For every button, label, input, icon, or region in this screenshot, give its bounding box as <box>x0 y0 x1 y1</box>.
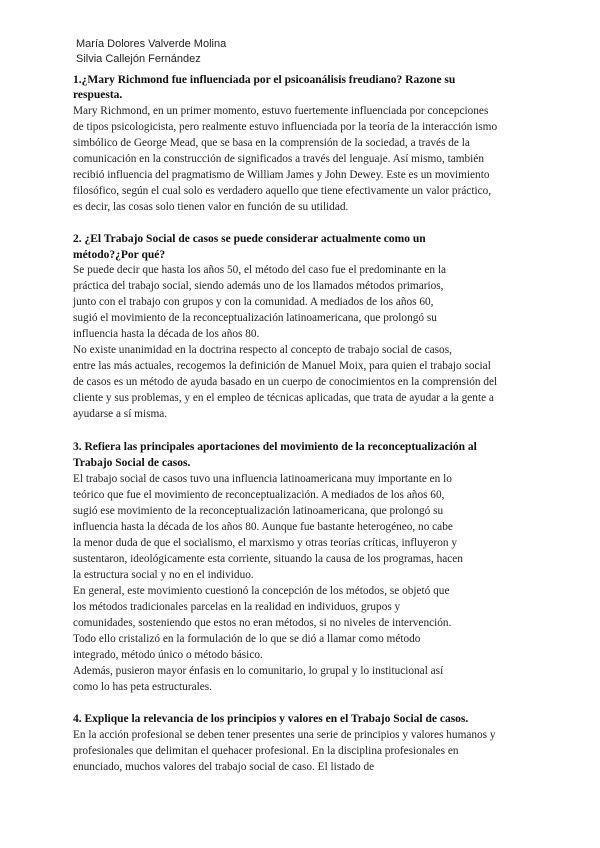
answer-line: como lo has peta estructurales. <box>73 681 212 693</box>
answer-line: comunicación en la construcción de significados a través del lenguaje. Así mismo, también <box>73 153 484 165</box>
answer-line: En la acción profesional se deben tener presentes una serie de principios y valores humanos y <box>73 729 496 741</box>
answer-line: es decir, las cosas solo tienen valor en función de su utilidad. <box>73 201 349 213</box>
author-name: Silvia Callejón Fernández <box>76 53 201 65</box>
answer-line: la estructura social y no en el individuo. <box>73 569 254 581</box>
answer-line: profesionales que delimitan el quehacer profesional. En la disciplina profesionales en <box>73 745 459 757</box>
answer-line: En general, este movimiento cuestionó la concepción de los métodos, se objetó que <box>73 585 450 597</box>
answer-line: comunidades, sosteniendo que estos no eran métodos, si no niveles de intervención. <box>73 617 452 629</box>
answer-line: enunciado, muchos valores del trabajo social de caso. El listado de <box>73 761 375 773</box>
question-heading: Trabajo Social de casos. <box>73 457 191 469</box>
answer-line: entre las más actuales, recogemos la definición de Manuel Moix, para quien el trabajo social <box>73 360 491 372</box>
answer-line: de casos es un método de ayuda basado en un cuerpo de conocimientos en la comprensión del <box>73 376 498 388</box>
answer-line: Mary Richmond, en un primer momento, estuvo fuertemente influenciada por concepciones <box>73 105 489 117</box>
answer-line: simbólico de George Mead, que se basa en la comprensión de la sociedad, a través de la <box>73 137 470 149</box>
answer-line: El trabajo social de casos tuvo una influencia latinoamericana muy importante en lo <box>73 473 452 485</box>
answer-line: los métodos tradicionales parcelas en la realidad en individuos, grupos y <box>73 601 401 613</box>
question-heading: 1.¿Mary Richmond fue influenciada por el psicoanálisis freudiano? Razone su <box>73 74 456 86</box>
answer-line: recibió influencia del pragmatismo de William James y John Dewey. Este es un movimiento <box>73 169 490 181</box>
answer-line: Además, pusieron mayor énfasis en lo comunitario, lo grupal y lo institucional así <box>73 665 444 677</box>
answer-line: sugió el movimiento de la reconceptualización latinoamericana, que prolongó su <box>73 312 437 324</box>
answer-line: práctica del trabajo social, siendo además uno de los llamados métodos primarios, <box>73 280 444 292</box>
answer-line: integrado, método único o método básico. <box>73 649 263 661</box>
answer-line: de tipos psicologicista, pero realmente estuvo influenciada por la teoría de la interacción ismo <box>73 121 498 133</box>
answer-line: cliente y sus problemas, y en el empleo de técnicas aplicadas, que trata de ayudar a la gente a <box>73 392 494 404</box>
answer-line: junto con el trabajo con grupos y con la comunidad. A mediados de los años 60, <box>73 296 434 308</box>
question-heading: respuesta. <box>73 89 123 101</box>
answer-line: sugió ese movimiento de la reconceptualización latinoamericana, que prolongó su <box>73 505 444 517</box>
question-heading: 3. Refiera las principales aportaciones del movimiento de la reconceptualización al <box>73 441 477 453</box>
author-name: María Dolores Valverde Molina <box>76 38 227 50</box>
question-heading: 4. Explique la relevancia de los principios y valores en el Trabajo Social de casos. <box>73 713 469 725</box>
answer-line: influencia hasta la década de los años 80. <box>73 328 260 340</box>
answer-line: filosófico, según el cual solo es verdadero aquello que tiene efectivamente un valor práctico, <box>73 185 492 197</box>
answer-line: teórico que fue el movimiento de reconceptualización. A mediados de los años 60, <box>73 489 445 501</box>
answer-line: ayudarse a sí misma. <box>73 408 168 420</box>
question-heading: 2. ¿El Trabajo Social de casos se puede considerar actualmente como un <box>73 233 426 245</box>
answer-line: sustentaron, ideológicamente esta corriente, situando la causa de los programas, hacen <box>73 553 463 565</box>
answer-line: influencia hasta la década de los años 80. Aunque fue bastante heterogéneo, no cabe <box>73 521 453 533</box>
answer-line: Todo ello cristalizó en la formulación de lo que se dió a llamar como método <box>73 633 421 645</box>
answer-line: No existe unanimidad en la doctrina respecto al concepto de trabajo social de casos, <box>73 344 452 356</box>
answer-line: Se puede decir que hasta los años 50, el método del caso fue el predominante en la <box>73 264 446 276</box>
question-heading: método?¿Por qué? <box>73 249 166 261</box>
answer-line: la menor duda de que el socialismo, el marxismo y otras teorías críticas, influyeron y <box>73 537 457 549</box>
